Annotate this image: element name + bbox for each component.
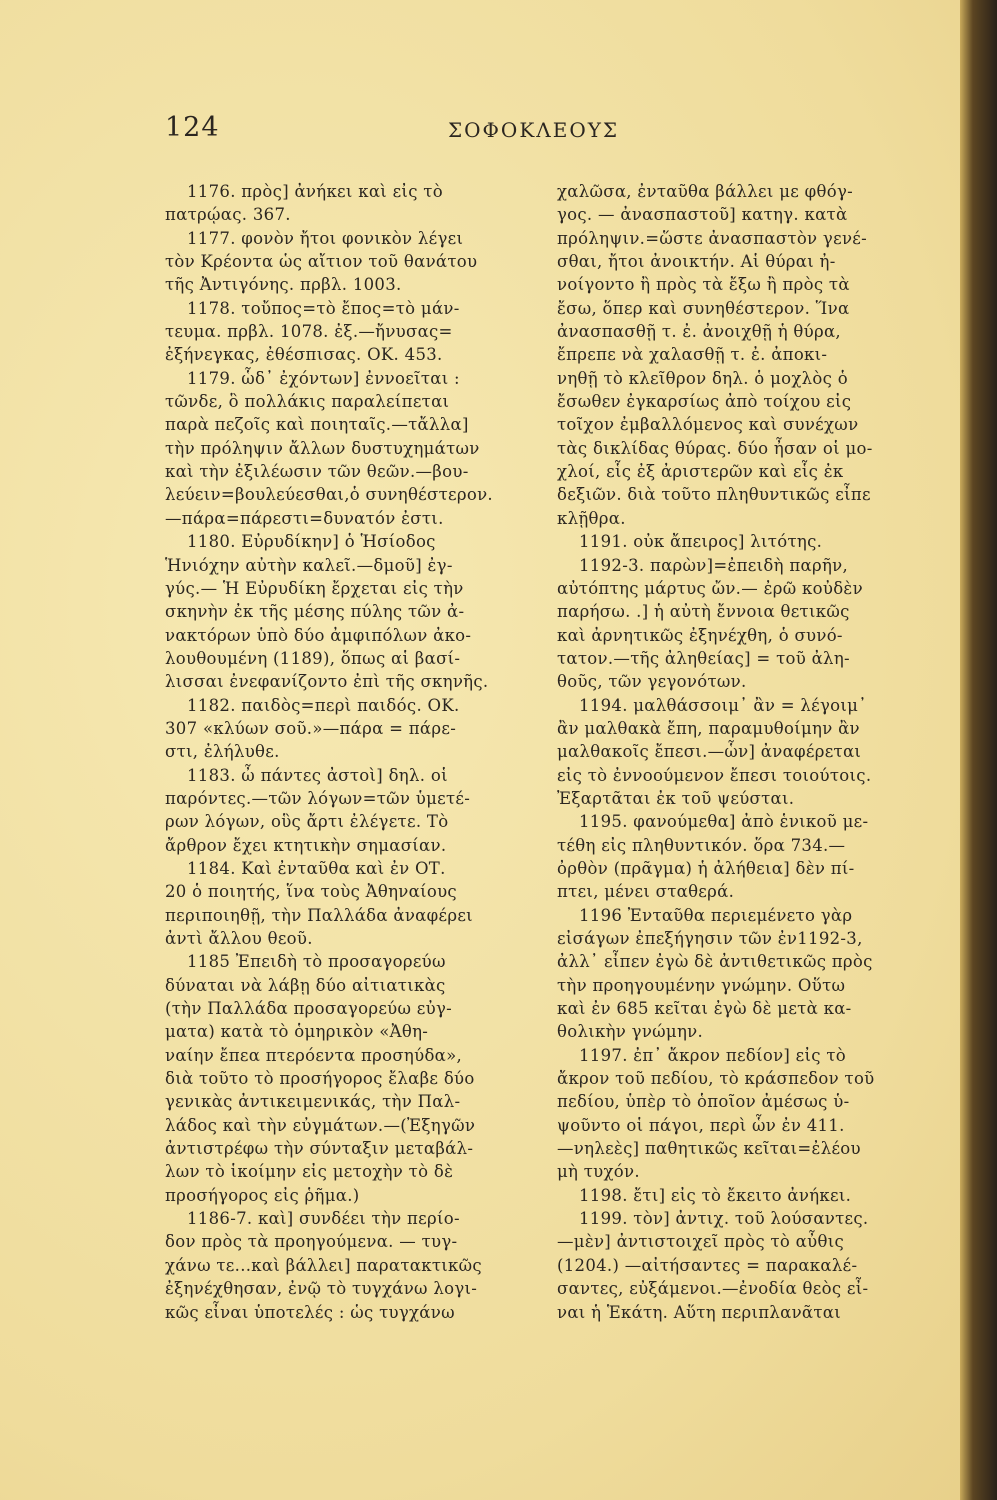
text-line: ἄκρον τοῦ πεδίου, τὸ κράσπεδον τοῦ [557, 1069, 875, 1089]
text-line: ψοῦντο οἱ πάγοι, περὶ ὧν ἐν 411. [557, 1115, 845, 1135]
text-line: ναίην ἔπεα πτερόεντα προσηύδα», [165, 1045, 463, 1065]
text-line: παρήσω. .] ἡ αὐτὴ ἔννοια θετικῶς [557, 602, 850, 622]
text-line: 20 ὁ ποιητής, ἵνα τοὺς Ἀθηναίους [165, 882, 457, 902]
text-line: σαντες, εὐξάμενοι.—ἐνοδία θεὸς εἶ- [557, 1279, 869, 1299]
text-line: νοίγοντο ἢ πρὸς τὰ ἔξω ἢ πρὸς τὰ [557, 275, 850, 295]
text-line: τὸν Κρέοντα ὡς αἴτιον τοῦ θανάτου [165, 252, 478, 272]
text-line: 1182. παιδὸς=περὶ παιδός. ΟΚ. [187, 695, 460, 715]
text-line: 1196 Ἐνταῦθα περιεμένετο γὰρ [579, 905, 853, 925]
text-line: θοῦς, τῶν γεγονότων. [557, 672, 747, 692]
text-line: στι, ἐλήλυθε. [165, 742, 280, 762]
text-line: ἄρθρον ἔχει κτητικὴν σημασίαν. [165, 835, 447, 855]
text-line: κῶς εἶναι ὑποτελές : ὡς τυγχάνω [165, 1302, 455, 1322]
text-line: λεύειν=βουλεύεσθαι,ὁ συνηθέστερον. [165, 485, 493, 505]
text-line: ματα) κατὰ τὸ ὁμηρικὸν «Ἀθη- [165, 1022, 429, 1042]
text-line: (1204.) —αἰτήσαντες = παρακαλέ- [557, 1255, 858, 1275]
left-text-column [165, 180, 533, 1324]
text-line: τευμα. πρβλ. 1078. ἐξ.—ἤνυσας= [165, 322, 453, 342]
text-line: ρων λόγων, οὓς ἄρτι ἐλέγετε. Τὸ [165, 812, 449, 832]
text-line: λάδος καὶ τὴν εὐγμάτων.—(Ἐξηγῶν [165, 1115, 476, 1135]
text-line: γύς.— Ἡ Εὐρυδίκη ἔρχεται εἰς τὴν [165, 578, 464, 598]
text-line: 1184. Καὶ ἐνταῦθα καὶ ἐν ΟΤ. [187, 858, 446, 878]
text-line: ὀρθὸν (πρᾶγμα) ἡ ἀλήθεια] δὲν πί- [557, 858, 855, 878]
right-text-column [557, 180, 925, 1324]
text-line: ἀλλ᾽ εἶπεν ἐγὼ δὲ ἀντιθετικῶς πρὸς [557, 952, 873, 972]
text-line: ἀντιστρέφω τὴν σύνταξιν μεταβάλ- [165, 1139, 474, 1159]
text-line: 1186-7. καὶ] συνδέει τὴν περίο- [187, 1209, 460, 1229]
page-header [165, 112, 635, 152]
text-line: τὰς δικλίδας θύρας. δύο ἦσαν οἱ μο- [557, 438, 873, 458]
text-line: πρόληψιν.=ὥστε ἀνασπαστὸν γενέ- [557, 228, 867, 248]
text-line: θολικὴν γνώμην. [557, 1022, 703, 1042]
page-number: 124 [165, 112, 220, 143]
text-line: τῆς Ἀντιγόνης. πρβλ. 1003. [165, 275, 402, 295]
text-line: 1197. ἐπ᾽ ἄκρον πεδίον] εἰς τὸ [579, 1045, 847, 1065]
text-line: ἂν μαλθακὰ ἔπη, παραμυθοίμην ἂν [557, 718, 860, 738]
text-line: τέθη εἰς πληθυντικόν. ὅρα 734.— [557, 835, 846, 855]
text-line: Ἐξαρτᾶται ἐκ τοῦ ψεύσται. [557, 788, 795, 808]
text-line: τὴν πρόληψιν ἄλλων δυστυχημάτων [165, 438, 480, 458]
text-line: ἀνασπασθῇ τ. ἐ. ἀνοιχθῇ ἡ θύρα, [557, 322, 841, 342]
text-line: 1198. ἔτι] εἰς τὸ ἔκειτο ἀνήκει. [579, 1185, 852, 1205]
text-line: τατον.—τῆς ἀληθείας] = τοῦ ἀλη- [557, 648, 850, 668]
text-line: 1183. ὦ πάντες ἀστοὶ] δηλ. οἱ [187, 765, 448, 785]
running-title: ΣΟΦΟΚΛΕΟΥΣ [448, 118, 620, 142]
text-line: 1194. μαλθάσσοιμ᾽ ἂν = λέγοιμ᾽ [579, 695, 867, 715]
text-line: μὴ τυχόν. [557, 1162, 640, 1182]
text-line: διὰ τοῦτο τὸ προσήγορος ἔλαβε δύο [165, 1069, 475, 1089]
text-line: ἀντὶ ἄλλου θεοῦ. [165, 929, 313, 948]
text-line: παρόντες.—τῶν λόγων=τῶν ὑμετέ- [165, 788, 471, 808]
text-line: γος. — ἀνασπαστοῦ] κατηγ. κατὰ [557, 205, 848, 225]
text-line: ἐξηνέχθησαν, ἐνῷ τὸ τυγχάνω λογι- [165, 1279, 478, 1299]
text-line: χάνω τε...καὶ βάλλει] παρατακτικῶς [165, 1255, 482, 1275]
text-line: περιποιηθῇ, τὴν Παλλάδα ἀναφέρει [165, 905, 473, 925]
text-line: δύναται νὰ λάβῃ δύο αἰτιατικὰς [165, 975, 446, 995]
page-edge-shadow [960, 0, 997, 1500]
text-line: 1177. φονὸν ἤτοι φονικὸν λέγει [187, 228, 464, 248]
text-line: καὶ ἀρνητικῶς ἐξηνέχθη, ὁ συνό- [557, 625, 843, 645]
text-line: σκηνὴν ἐκ τῆς μέσης πύλης τῶν ἀ- [165, 602, 465, 622]
text-line: —νηλεὲς] παθητικῶς κεῖται=ἐλέου [557, 1139, 861, 1159]
text-line: 307 «κλύων σοῦ.»—πάρα = πάρε- [165, 718, 457, 738]
text-line: ἔσωθεν ἐγκαρσίως ἀπὸ τοίχου εἰς [557, 392, 852, 412]
text-line: εἰσάγων ἐπεξήγησιν τῶν ἐν1192-3, [557, 929, 863, 948]
text-line: νηθῇ τὸ κλεῖθρον δηλ. ὁ μοχλὸς ὁ [557, 368, 848, 388]
text-line: καὶ ἐν 685 κεῖται ἐγὼ δὲ μετὰ κα- [557, 999, 852, 1019]
text-line: πεδίου, ὑπὲρ τὸ ὁποῖον ἀμέσως ὑ- [557, 1092, 850, 1112]
text-line: 1191. οὐκ ἄπειρος] λιτότης. [579, 532, 823, 552]
text-line: εἰς τὸ ἐννοούμενον ἔπεσι τοιούτοις. [557, 765, 872, 785]
text-line: δον πρὸς τὰ προηγούμενα. — τυγ- [165, 1232, 458, 1252]
text-line: γενικὰς ἀντικειμενικάς, τὴν Παλ- [165, 1092, 461, 1112]
text-line: πτει, μένει σταθερά. [557, 882, 735, 902]
text-line: τῶνδε, ὃ πολλάκις παραλείπεται [165, 392, 450, 412]
text-line: λων τὸ ἱκοίμην εἰς μετοχὴν τὸ δὲ [165, 1162, 454, 1182]
text-line: σθαι, ἤτοι ἀνοικτήν. Αἱ θύραι ἠ- [557, 252, 836, 272]
text-line: τοῖχον ἐμβαλλόμενος καὶ συνέχων [557, 415, 859, 435]
text-line: προσήγορος εἰς ῥῆμα.) [165, 1185, 360, 1205]
text-line: χλοί, εἷς ἐξ ἀριστερῶν καὶ εἷς ἐκ [557, 462, 844, 482]
text-line: αὐτόπτης μάρτυς ὤν.— ἐρῶ κοὐδὲν [557, 578, 863, 598]
text-line: 1179. ὧδ᾽ ἐχόντων] ἐννοεῖται : [187, 368, 460, 388]
text-line: παρὰ πεζοῖς καὶ ποιηταῖς.—τἄλλα] [165, 415, 469, 435]
text-line: ναι ἡ Ἑκάτη. Αὕτη περιπλανᾶται [557, 1302, 841, 1322]
text-line: λουθουμένη (1189), ὅπως αἱ βασί- [165, 648, 461, 668]
text-line: 1180. Εὐρυδίκην] ὁ Ἡσίοδος [187, 532, 436, 552]
text-line: χαλῶσα, ἐνταῦθα βάλλει με φθόγ- [557, 182, 853, 201]
text-line: ἐξήνεγκας, ἐθέσπισας. ΟΚ. 453. [165, 345, 443, 365]
text-line: 1176. πρὸς] ἀνήκει καὶ εἰς τὸ [187, 182, 443, 201]
text-line: 1199. τὸν] ἀντιχ. τοῦ λούσαντες. [579, 1209, 869, 1229]
text-line: 1195. φανούμεθα] ἀπὸ ἑνικοῦ με- [579, 812, 869, 832]
text-line: Ἡνιόχην αὐτὴν καλεῖ.—δμοῦ] ἐγ- [165, 555, 453, 575]
text-line: (τὴν Παλλάδα προσαγορεύω εὐγ- [165, 999, 453, 1019]
text-line: —πάρα=πάρεστι=δυνατόν ἐστι. [165, 508, 444, 528]
text-line: ἔπρεπε νὰ χαλασθῇ τ. ἐ. ἀποκι- [557, 345, 828, 365]
text-line: πατρῴας. 367. [165, 205, 291, 225]
text-line: 1185 Ἐπειδὴ τὸ προσαγορεύω [187, 952, 446, 972]
text-line: κλῇθρα. [557, 508, 626, 528]
text-line: ἔσω, ὅπερ καὶ συνηθέστερον. Ἵνα [557, 298, 850, 318]
text-line: 1192-3. παρὼν]=ἐπειδὴ παρῆν, [579, 555, 849, 575]
text-line: δεξιῶν. διὰ τοῦτο πληθυντικῶς εἶπε [557, 485, 871, 505]
text-line: —μὲν] ἀντιστοιχεῖ πρὸς τὸ αὖθις [557, 1232, 845, 1252]
text-line: μαλθακοῖς ἔπεσι.—ὧν] ἀναφέρεται [557, 742, 862, 762]
text-line: νακτόρων ὑπὸ δύο ἀμφιπόλων ἀκο- [165, 625, 472, 645]
text-line: τὴν προηγουμένην γνώμην. Οὕτω [557, 975, 846, 995]
text-line: λισσαι ἐνεφανίζοντο ἐπὶ τῆς σκηνῆς. [165, 672, 489, 692]
text-line: 1178. τοὔπος=τὸ ἔπος=τὸ μάν- [187, 298, 460, 318]
text-line: καὶ τὴν ἐξιλέωσιν τῶν θεῶν.—βου- [165, 462, 469, 482]
